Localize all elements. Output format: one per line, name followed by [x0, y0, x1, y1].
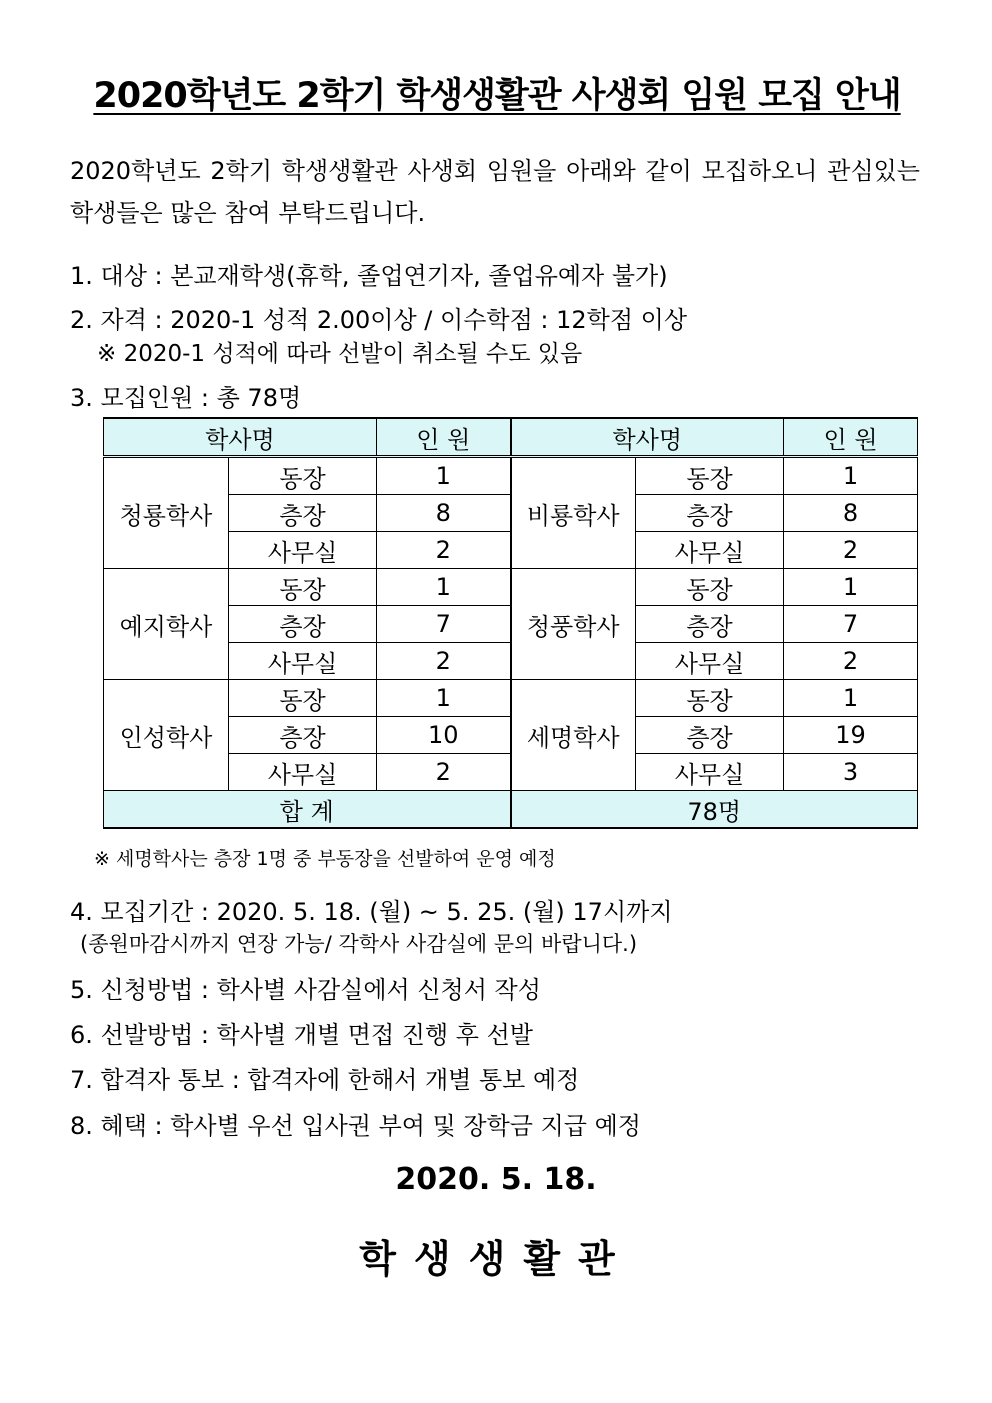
role-cell: 층장	[636, 495, 784, 532]
count-cell: 1	[784, 457, 918, 495]
role-cell: 층장	[229, 606, 377, 643]
count-cell: 7	[784, 606, 918, 643]
table-header-row	[104, 418, 918, 457]
table-total-row	[104, 791, 918, 829]
item-qualification: 2. 자격 : 2020-1 성적 2.00이상 / 이수학점 : 12학점 이상	[70, 306, 688, 334]
item-period: 4. 모집기간 : 2020. 5. 18. (월) ~ 5. 25. (월) 17시까지	[70, 898, 673, 926]
role-cell: 동장	[229, 680, 377, 717]
role-cell: 사무실	[229, 643, 377, 680]
item-apply: 5. 신청방법 : 학사별 사감실에서 신청서 작성	[70, 976, 541, 1004]
count-cell: 1	[377, 680, 511, 717]
count-cell: 19	[784, 717, 918, 754]
count-cell: 10	[377, 717, 511, 754]
role-cell: 동장	[636, 680, 784, 717]
dorm-name: 청룡학사	[104, 457, 229, 569]
count-cell: 1	[377, 569, 511, 606]
dorm-name: 예지학사	[104, 569, 229, 680]
period-note: (종원마감시까지 연장 가능/ 각학사 사감실에 문의 바랍니다.)	[80, 932, 638, 956]
role-cell: 사무실	[636, 754, 784, 791]
count-cell: 2	[377, 532, 511, 569]
role-cell: 사무실	[229, 754, 377, 791]
table-note: ※ 세명학사는 층장 1명 중 부동장을 선발하여 운영 예정	[94, 848, 556, 870]
count-cell: 2	[784, 643, 918, 680]
total-label: 합 계	[104, 791, 511, 829]
item-notice: 7. 합격자 통보 : 합격자에 한해서 개별 통보 예정	[70, 1066, 580, 1094]
table-row	[104, 457, 918, 495]
dorm-name: 비룡학사	[511, 457, 636, 569]
role-cell: 사무실	[636, 532, 784, 569]
role-cell: 층장	[229, 495, 377, 532]
count-cell: 1	[377, 457, 511, 495]
role-cell: 동장	[636, 569, 784, 606]
item-selection: 6. 선발방법 : 학사별 개별 면접 진행 후 선발	[70, 1021, 533, 1049]
header-dorm: 학사명	[104, 418, 377, 457]
count-cell: 8	[377, 495, 511, 532]
role-cell: 층장	[636, 717, 784, 754]
count-cell: 2	[377, 754, 511, 791]
item-benefit: 8. 혜택 : 학사별 우선 입사권 부여 및 장학금 지급 예정	[70, 1112, 641, 1140]
count-cell: 3	[784, 754, 918, 791]
dorm-name: 청풍학사	[511, 569, 636, 680]
issue-date: 2020. 5. 18.	[395, 1162, 597, 1197]
item-target: 1. 대상 : 본교재학생(휴학, 졸업연기자, 졸업유예자 불가)	[70, 262, 668, 290]
header-count-2: 인 원	[784, 418, 918, 457]
role-cell: 동장	[229, 457, 377, 495]
total-value: 78명	[511, 791, 918, 829]
role-cell: 사무실	[229, 532, 377, 569]
table-row	[104, 680, 918, 717]
count-cell: 1	[784, 569, 918, 606]
dorm-name: 인성학사	[104, 680, 229, 791]
role-cell: 동장	[229, 569, 377, 606]
count-cell: 1	[784, 680, 918, 717]
role-cell: 동장	[636, 457, 784, 495]
dorm-recruitment-table	[103, 417, 918, 829]
item-recruit-count: 3. 모집인원 : 총 78명	[70, 384, 302, 412]
intro-paragraph: 2020학년도 2학기 학생생활관 사생회 임원을 아래와 같이 모집하오니 관심있는 학생들은 많은 참여 부탁드립니다.	[70, 157, 920, 227]
page-title: 2020학년도 2학기 학생생활관 사생회 임원 모집 안내	[93, 76, 901, 116]
header-dorm-2: 학사명	[511, 418, 784, 457]
header-count: 인 원	[377, 418, 511, 457]
issuer-name: 학생생활관	[359, 1237, 633, 1281]
count-cell: 2	[377, 643, 511, 680]
count-cell: 7	[377, 606, 511, 643]
dorm-name: 세명학사	[511, 680, 636, 791]
role-cell: 층장	[636, 606, 784, 643]
table-row	[104, 569, 918, 606]
count-cell: 8	[784, 495, 918, 532]
qualification-note: ※ 2020-1 성적에 따라 선발이 취소될 수도 있음	[97, 341, 583, 367]
count-cell: 2	[784, 532, 918, 569]
role-cell: 층장	[229, 717, 377, 754]
role-cell: 사무실	[636, 643, 784, 680]
